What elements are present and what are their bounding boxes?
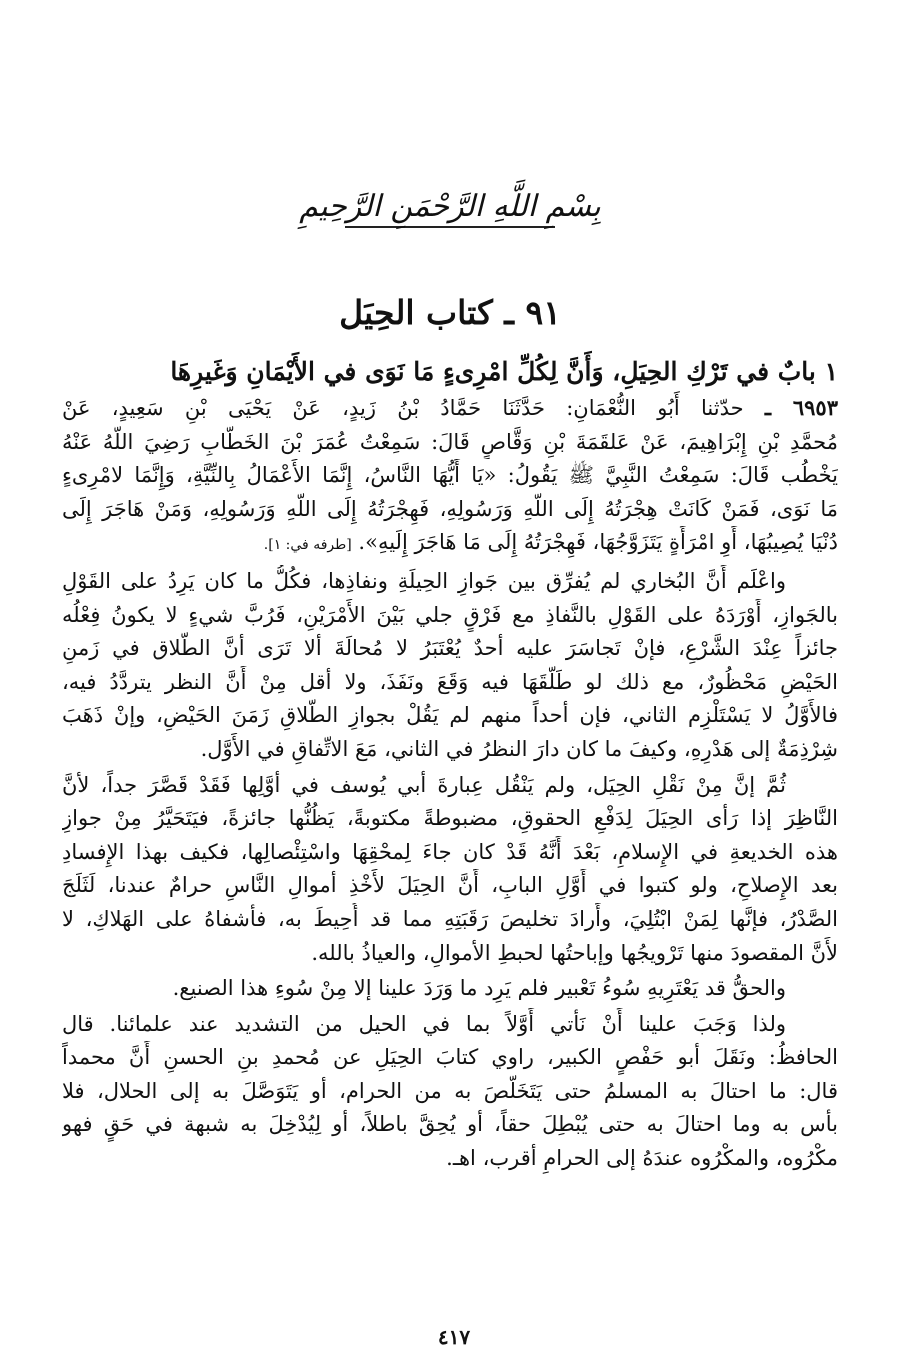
paragraph-line: الصَّدْرُ، فإنَّها لِمَنْ ابْتُلِيَ، وأَرادَ تخليصَ رَقَبَتِهِ مما قد أُحِيطَ به، فأشفاهُ على الهَلاكِ، لا xyxy=(62,906,838,931)
basmala-underline xyxy=(345,226,555,228)
paragraph-line: بالجَوازِ، أَوْرَدَهُ على القَوْلِ بالنَّفاذِ مع فَرْقٍ جلي بَيْنَ الأَمْرَيْنِ، فَرُبَّ شيءٍ لا يكونُ فِعْلُه xyxy=(62,602,838,627)
hadith-reference: [طرفه في: ١]. xyxy=(263,537,352,554)
commentary-paragraph-1 xyxy=(62,565,838,767)
paragraph-line: جائزاً عِنْدَ الشَّرْعِ، فإنْ تَجاسَرَ عليه أحدٌ يُعْتَبَرُ لا مُحالَةَ ألا تَرَى أنَّ الطَّلاق في زَمنِ xyxy=(62,636,838,661)
paragraph-line: لأَنَّ المقصودَ منها تَرْويجُها وإباحتُها لحبطِ الأموالِ، والعياذُ بالله. xyxy=(311,940,838,965)
commentary-paragraph-3 xyxy=(62,972,838,1006)
paragraph-line: مكْرُوه، والمكْرُوه عندَهُ إلى الحرامِ أقرب، اهـ. xyxy=(446,1146,838,1171)
book-title: ٩١ ـ كتاب الحِيَل xyxy=(339,293,561,332)
paragraph-line: الحافظُ: ونَقَلَ أبو حَفْصٍ الكبير، راوي كتابَ الحِيَلِ عن مُحمدِ بنِ الحسنِ أَنَّ محمداً xyxy=(62,1045,838,1070)
page-number: ٤١٧ xyxy=(437,1325,471,1349)
paragraph-line: فالأَوَّلُ لا يَسْتَلْزِم الثاني، فإن أحداً منهم لم يَقُلْ بجوازِ الطَّلاقِ زَمَنَ الحَيْضِ، وإنْ ذَهَبَ xyxy=(62,703,838,728)
paragraph-line: بأس به وما احتالَ به حتى يُبْطِلَ حقاً، أو يُحِقَّ باطلاً، أو لِيُدْخِلَ به شبهة في حَقٍ فهو xyxy=(62,1112,838,1137)
hadith-line-1: ٦٩٥٣ ـ حدّثنا أَبُو النُّعْمَانِ: حَدَّثَنَا حَمَّادُ بْنُ زَيدٍ، عَنْ يَحْيَى بْنِ سَعِيدٍ، عَنْ xyxy=(62,395,838,420)
paragraph-line: شِرْذِمَةٌ إلى هَدْرِهِ، وكيفَ ما كان دارَ النظرُ في الثاني، مَعَ الاتِّفاقِ في الأَوَّل. xyxy=(200,736,838,761)
chapter-title: ١ بابٌ في تَرْكِ الحِيَلِ، وَأَنَّ لِكُلِّ امْرِىءٍ مَا نَوَى في الأَيْمَانِ وَغَيرِهَا xyxy=(170,357,838,386)
paragraph-line: والحقُّ قد يَعْتَرِيهِ سُوءُ تَعْبير فلم يَرِد ما وَرَدَ علينا إلا مِنْ سُوءِ هذا الصنيع. xyxy=(172,976,786,1001)
commentary-paragraph-2 xyxy=(62,769,838,971)
hadith-line-2: مُحمَّدِ بْنِ إِبْرَاهِيمَ، عَنْ عَلقَمَةَ بْنِ وَقَّاصٍ قَالَ: سَمِعْتُ عُمَرَ بْنَ الخَطَّابِ رَضِيَ اللَّهُ عَنْهُ xyxy=(62,429,838,454)
basmala: بِسْمِ اللَّهِ الرَّحْمَنِ الرَّحِيمِ xyxy=(299,189,601,224)
hadith-line-5: دُنْيَا يُصِيبُهَا، أَوِ امْرَأَةٍ يَتَزَوَّجُهَا، فَهِجْرَتُهُ إِلَى مَا هَاجَرَ إِلَيهِ». [طرفه في: ١]. xyxy=(263,530,838,555)
hadith-number: ٦٩٥٣ ـ xyxy=(764,395,838,420)
paragraph-line: هذه الخديعةِ في الإِسلامِ، بَعْدَ أَنَّهُ قَدْ كان جاءَ لِمحْقِهَا واسْتِئْصالِها، فكيف بهذا الإِفسادِ xyxy=(62,839,838,864)
hadith-line-4: مَا نَوَى، فَمَنْ كَانَتْ هِجْرَتُهُ إِلَى اللَّهِ وَرَسُولِهِ، فَهِجْرَتُهُ إِلَى اللَّهِ وَرَسُولِهِ، وَمَنْ هَاجَرَ إِلَى xyxy=(62,496,838,521)
paragraph-line: النَّاظِرَ إذا رَأى الحِيَلَ لِدَفْعِ الحقوقِ، مضبوطةً مكتوبةً، يَظُنُّها جائزةً، فيَتَحَيَّرُ مِنْ جوازِ xyxy=(62,806,838,831)
hadith-line-3: يَخْطُب قَالَ: سَمِعْتُ النَّبِيَّ ﷺ يَقُولُ: «يَا أَيُّهَا النَّاسُ، إِنَّمَا الأَعْمَالُ بِالنِّيَّةِ، وَإِنَّمَا لامْرِىءٍ xyxy=(62,463,838,488)
paragraph-line: بعد الإِصلاحِ، ولو كتبوا في أَوَّلِ البابِ، أَنَّ الحِيَلَ لأَخْذِ أموالِ النَّاسِ حرامٌ عندنا، لَثَلَجَ xyxy=(62,873,838,898)
commentary-paragraph-4 xyxy=(62,1008,838,1176)
paragraph-line: قال: ما احتالَ به المسلمُ حتى يَتَخَلَّصَ به من الحرام، أو يَتَوَصَّلَ به إلى الحلال، فلا xyxy=(62,1078,838,1103)
paragraph-line: ثُمَّ إنَّ مِنْ نَقْلِ الحِيَل، ولم يَنْقُل عِبارةَ أبي يُوسف في أوَّلِها فَقَدْ قَصَّرَ جداً، لأنَّ xyxy=(62,772,786,797)
paragraph-line: الحَيْضِ مَحْظُورٌ، مع ذلك لو طَلَّقَهَا فيه وَقَعَ ونَفَذَ، ولا أقل مِنْ أَنَّ النظر يتردَّدُ فيه، xyxy=(62,669,838,694)
paragraph-line: ولذا وَجَبَ علينا أَنْ نَأْتي أَوَّلاً بما في الحيل من التشديد عند علمائنا. قال xyxy=(62,1011,786,1036)
paragraph-line: واعْلَم أَنَّ البُخاري لم يُفرِّق بين جَوازِ الحِيلَةِ ونفاذِها، فكُلُّ ما كان يَرِدُ على القَوْلِ xyxy=(62,568,786,593)
hadith-block xyxy=(62,391,838,563)
